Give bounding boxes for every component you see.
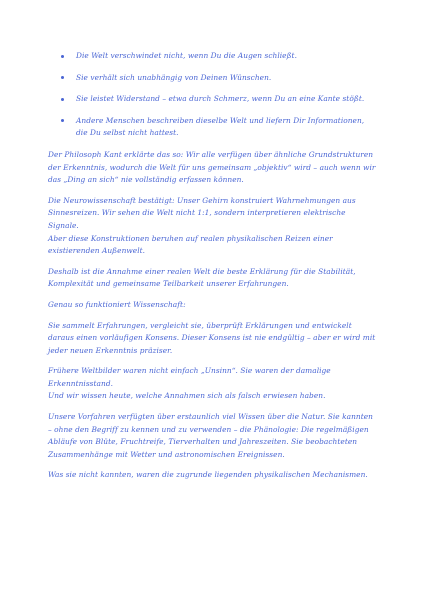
bullet-item <box>48 115 378 140</box>
bullet-list <box>48 50 378 140</box>
bullet-item <box>48 93 378 106</box>
paragraph-kant: Der Philosoph Kant erklärte das so: Wir alle verfügen über ähnliche Grundstrukturen der Erkenntnis, wodurch die Welt für uns gemeinsam „objektiv“ wird – auch wenn wir das „Ding an sich“ nie vollständig erfassen können. <box>48 149 376 185</box>
bullet-dot-icon <box>61 76 64 79</box>
paragraph-earlier-worldviews: Frühere Weltbilder waren nicht einfach „Unsinn“. Sie waren der damalige Erkenntnisstand. <box>48 366 331 388</box>
bullet-text: Die Welt verschwindet nicht, wenn Du die Augen schließt. <box>76 51 297 60</box>
paragraph-conclusion: Deshalb ist die Annahme einer realen Welt die beste Erklärung für die Stabilität, Komplexität und gemeinsame Teilbarkeit unserer Erfahrungen. <box>48 266 356 289</box>
bullet-text: Sie verhält sich unabhängig von Deinen Wünschen. <box>76 72 272 82</box>
paragraph-science-heading: Genau so funktioniert Wissenschaft: <box>48 299 186 309</box>
bullet-text: Sie leistet Widerstand – etwa durch Schmerz, wenn Du an eine Kante stößt. <box>76 94 365 104</box>
paragraph-mechanisms: Was sie nicht kannten, waren die zugrunde liegenden physikalischen Mechanismen. <box>48 470 368 480</box>
bullet-item <box>48 72 378 85</box>
paragraph-ancestors: Unsere Vorfahren verfügten über erstaunlich viel Wissen über die Natur. Sie kannten – ohne den Begriff zu kennen und zu verwenden – die Phänologie: Die regelmäßigen Abläufe von Blüte, Fruchtreife, Tierverhalten und Jahreszeiten. Sie beobachteten Zusammenhänge mit Wetter und astronomischen Ereignissen. <box>48 412 373 459</box>
bullet-dot-icon <box>61 98 64 101</box>
paragraph-science-method: Sie sammelt Erfahrungen, vergleicht sie, überprüft Erklärungen und entwickelt daraus einen vorläufigen Konsens. Dieser Konsens ist nie endgültig – aber er wird mit jeder neuen Erkenntnis präziser. <box>48 320 376 355</box>
paragraph-neuroscience: Die Neurowissenschaft bestätigt: Unser Gehirn konstruiert Wahrnehmungen aus Sinnesreizen. Wir sehen die Welt nicht 1:1, sondern interpretieren elektrische Signale. <box>48 195 356 230</box>
bullet-dot-icon <box>61 55 64 58</box>
document-body <box>48 50 378 490</box>
bullet-text: Andere Menschen beschreiben dieselbe Welt und liefern Dir Informationen, die Du selbst nicht hattest. <box>76 115 365 138</box>
paragraph-earlier-worldviews-continued: Und wir wissen heute, welche Annahmen sich als falsch erwiesen haben. <box>48 391 326 401</box>
paragraph-neuroscience-continued: Aber diese Konstruktionen beruhen auf realen physikalischen Reizen einer existierenden Außenwelt. <box>48 233 333 256</box>
bullet-item <box>48 50 378 63</box>
bullet-dot-icon <box>61 119 64 122</box>
